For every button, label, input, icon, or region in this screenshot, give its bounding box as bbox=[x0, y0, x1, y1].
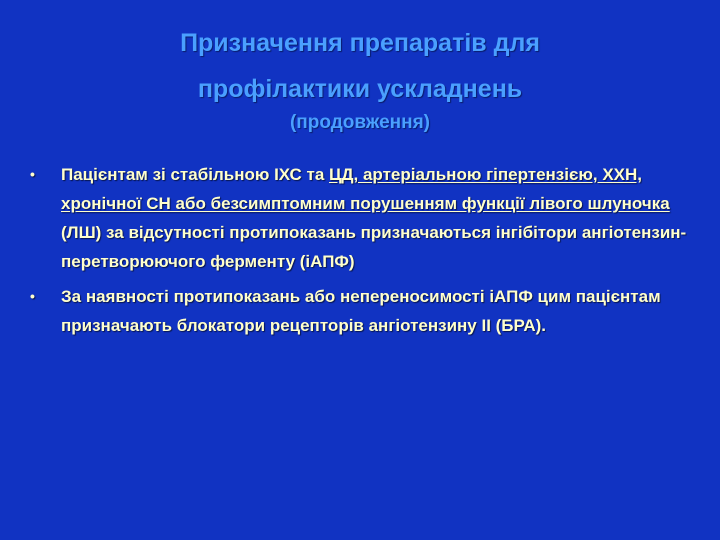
bullet-item-1 bbox=[30, 160, 700, 276]
bullet-icon: • bbox=[30, 166, 35, 182]
title-subtitle: (продовження) bbox=[289, 112, 430, 133]
bullet-list bbox=[30, 160, 700, 346]
bullet1-text-after: (ЛШ) за відсутності протипоказань призначаються інгібітори ангіотензин-перетворюючого ферменту (іАПФ) bbox=[61, 223, 687, 271]
bullet1-text-before: Пацієнтам зі стабільною ІХС та bbox=[61, 165, 329, 184]
bullet1-hyperlink[interactable]: ЦД, артеріальною гіпертензією, ХХН, хронічної СН або безсимптомним порушенням функції лівого шлуночка bbox=[61, 165, 670, 213]
bullet-item-2 bbox=[30, 282, 700, 340]
title-line-1: Призначення препаратів для bbox=[180, 29, 540, 57]
title-line-2: профілактики ускладнень bbox=[197, 75, 523, 103]
bullet-icon: • bbox=[30, 288, 35, 304]
slide-title bbox=[0, 20, 720, 136]
bullet2-text: За наявності протипоказань або непереносимості іАПФ цим пацієнтам призначають блокатори рецепторів ангіотензину ІІ (БРА). bbox=[61, 287, 661, 335]
